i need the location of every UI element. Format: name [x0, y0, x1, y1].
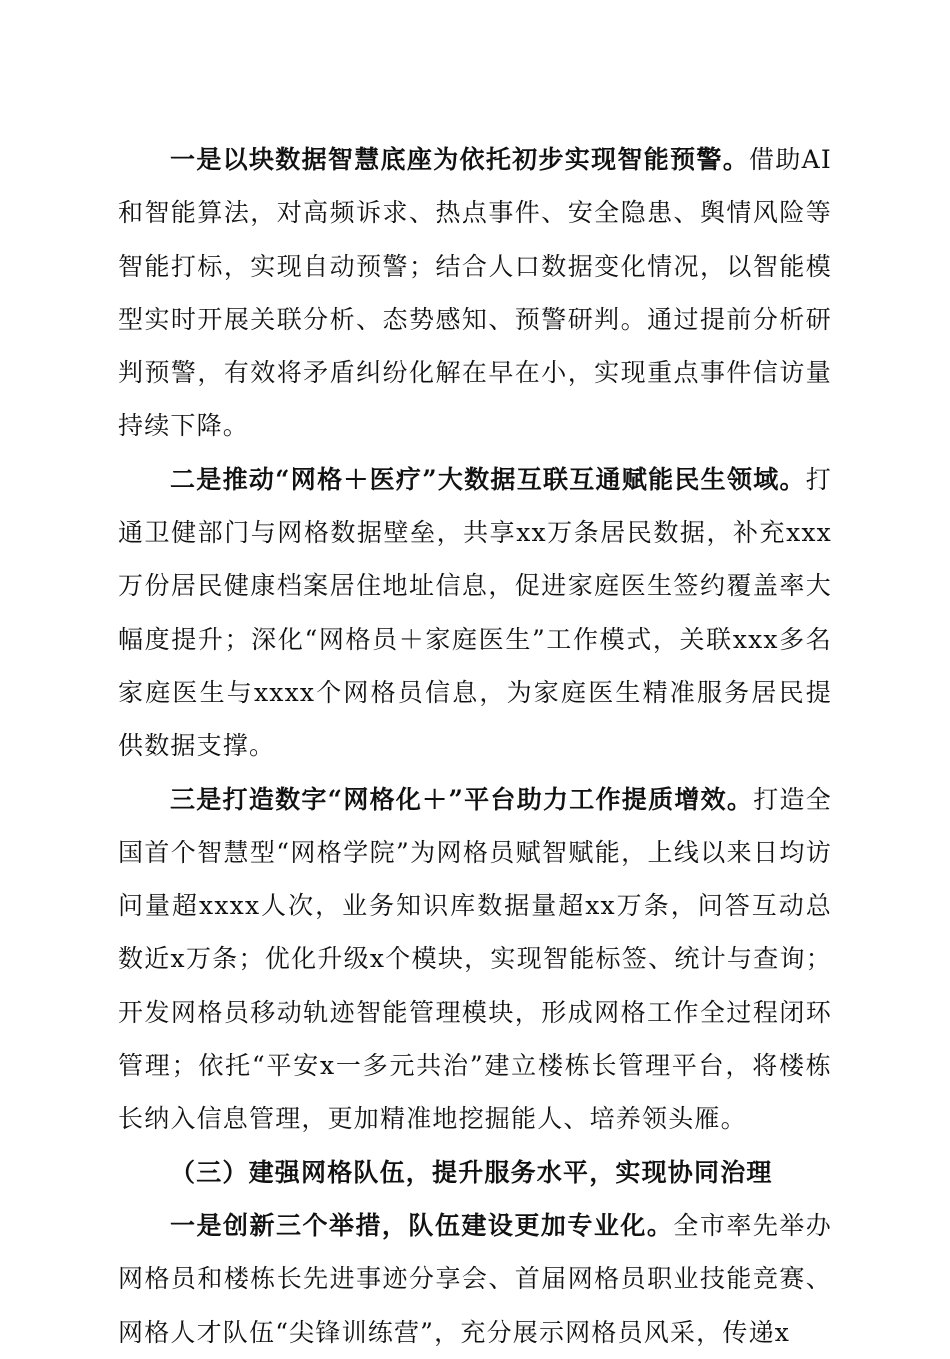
paragraph-text: 借助AI和智能算法，对高频诉求、热点事件、安全隐患、舆情风险等智能打标，实现自动预警；结合人口数据变化情况，以智能模型实时开展关联分析、态势感知、预警研判。通过提前分析研判预警，有效将矛盾纠纷化解在早在小，实现重点事件信访量持续下降。: [118, 145, 832, 441]
section-heading: （三）建强网格队伍，提升服务水平，实现协同治理: [170, 1157, 773, 1187]
paragraph-smart-warning: [118, 133, 832, 453]
paragraph-text: 打造全国首个智慧型“网格学院”为网格员赋智赋能，上线以来日均访问量超xxxx人次，业务知识库数据量超xx万条，问答互动总数近x万条；优化升级x个模块，实现智能标签、统计与查询；开发网格员移动轨迹智能管理模块，形成网格工作全过程闭环管理；依托“平安x一多元共治”建立楼栋长管理平台，将楼栋长纳入信息管理，更加精准地挖掘能人、培养领头雁。: [118, 784, 832, 1134]
document-body: [118, 133, 832, 1359]
paragraph-grid-medical: [118, 453, 832, 773]
paragraph-team-building: [118, 1199, 832, 1359]
paragraph-text: 打通卫健部门与网格数据壁垒，共享xx万条居民数据，补充xxx万份居民健康档案居住地址信息，促进家庭医生签约覆盖率大幅度提升；深化“网格员＋家庭医生”工作模式，关联xxx多名家庭医生与xxxx个网格员信息，为家庭医生精准服务居民提供数据支撑。: [118, 464, 832, 761]
paragraph-lead: 三是打造数字“网格化＋”平台助力工作提质增效。: [170, 784, 754, 814]
paragraph-digital-platform: [118, 773, 832, 1146]
paragraph-lead: 一是创新三个举措，队伍建设更加专业化。: [170, 1210, 674, 1240]
paragraph-lead: 一是以块数据智慧底座为依托初步实现智能预警。: [170, 145, 750, 174]
paragraph-lead: 二是推动“网格＋医疗”大数据互联互通赋能民生领域。: [170, 464, 806, 494]
paragraph-text: 全市率先举办网格员和楼栋长先进事迹分享会、首届网格员职业技能竞赛、网格人才队伍“尖锋训练营”，充分展示网格员风采，传递x: [118, 1210, 832, 1347]
